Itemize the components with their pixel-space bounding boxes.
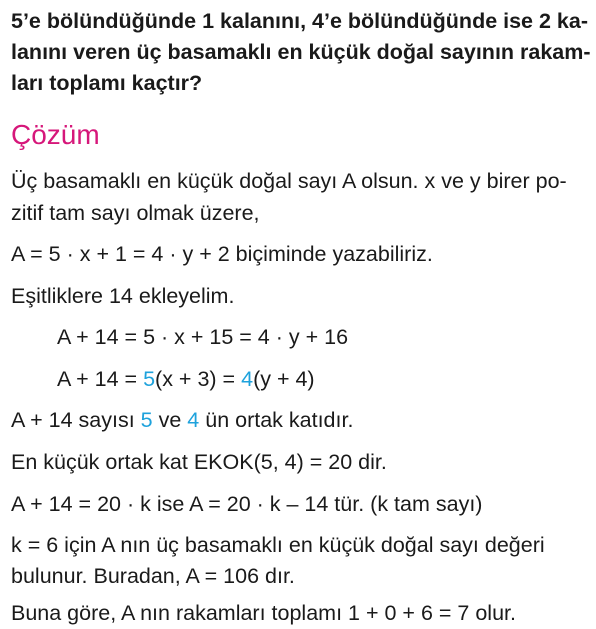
solution-paragraph-3: [11, 407, 353, 433]
paragraph-3-highlight-4: 4: [187, 408, 200, 432]
solution-paragraph-1-line-2: zitif tam sayı olmak üzere,: [11, 201, 260, 225]
equation-3-highlight-4: 4: [241, 367, 254, 391]
equation-3-part-3: (y + 4): [253, 367, 315, 391]
equation-3-part-1: A + 14 =: [57, 367, 144, 391]
solution-conclusion: Buna göre, A nın rakamları toplamı 1 + 0 + 6 = 7 olur.: [11, 601, 516, 625]
paragraph-3-part-1: A + 14 sayısı: [11, 408, 141, 432]
paragraph-3-part-3: ün ortak katıdır.: [199, 408, 354, 432]
equation-1: A = 5 · x + 1 = 4 · y + 2 biçiminde yazabiliriz.: [11, 242, 433, 266]
equation-4: A + 14 = 20 · k ise A = 20 · k – 14 tür. (k tam sayı): [11, 492, 483, 516]
equation-3-highlight-5: 5: [143, 367, 156, 391]
solution-paragraph-5-line-1: k = 6 için A nın üç basamaklı en küçük doğal sayı değeri: [11, 533, 545, 557]
solution-paragraph-5-line-2: bulunur. Buradan, A = 106 dır.: [11, 564, 295, 588]
question-line-1: 5’e bölündüğünde 1 kalanını, 4’e bölündüğünde ise 2 ka-: [11, 9, 588, 33]
solution-title: Çözüm: [11, 119, 100, 150]
equation-2: A + 14 = 5 · x + 15 = 4 · y + 16: [57, 325, 349, 349]
equation-3-part-2: (x + 3) =: [155, 367, 242, 391]
question-line-2: lanını veren üç basamaklı en küçük doğal sayının rakam-: [11, 40, 591, 64]
solution-paragraph-2: Eşitliklere 14 ekleyelim.: [11, 284, 235, 308]
question-line-3: ları toplamı kaçtır?: [11, 71, 203, 95]
equation-3: [57, 366, 315, 392]
solution-paragraph-4: En küçük ortak kat EKOK(5, 4) = 20 dir.: [11, 450, 387, 474]
solution-paragraph-1-line-1: Üç basamaklı en küçük doğal sayı A olsun. x ve y birer po-: [11, 169, 567, 193]
paragraph-3-part-2: ve: [152, 408, 188, 432]
paragraph-3-highlight-5: 5: [140, 408, 153, 432]
